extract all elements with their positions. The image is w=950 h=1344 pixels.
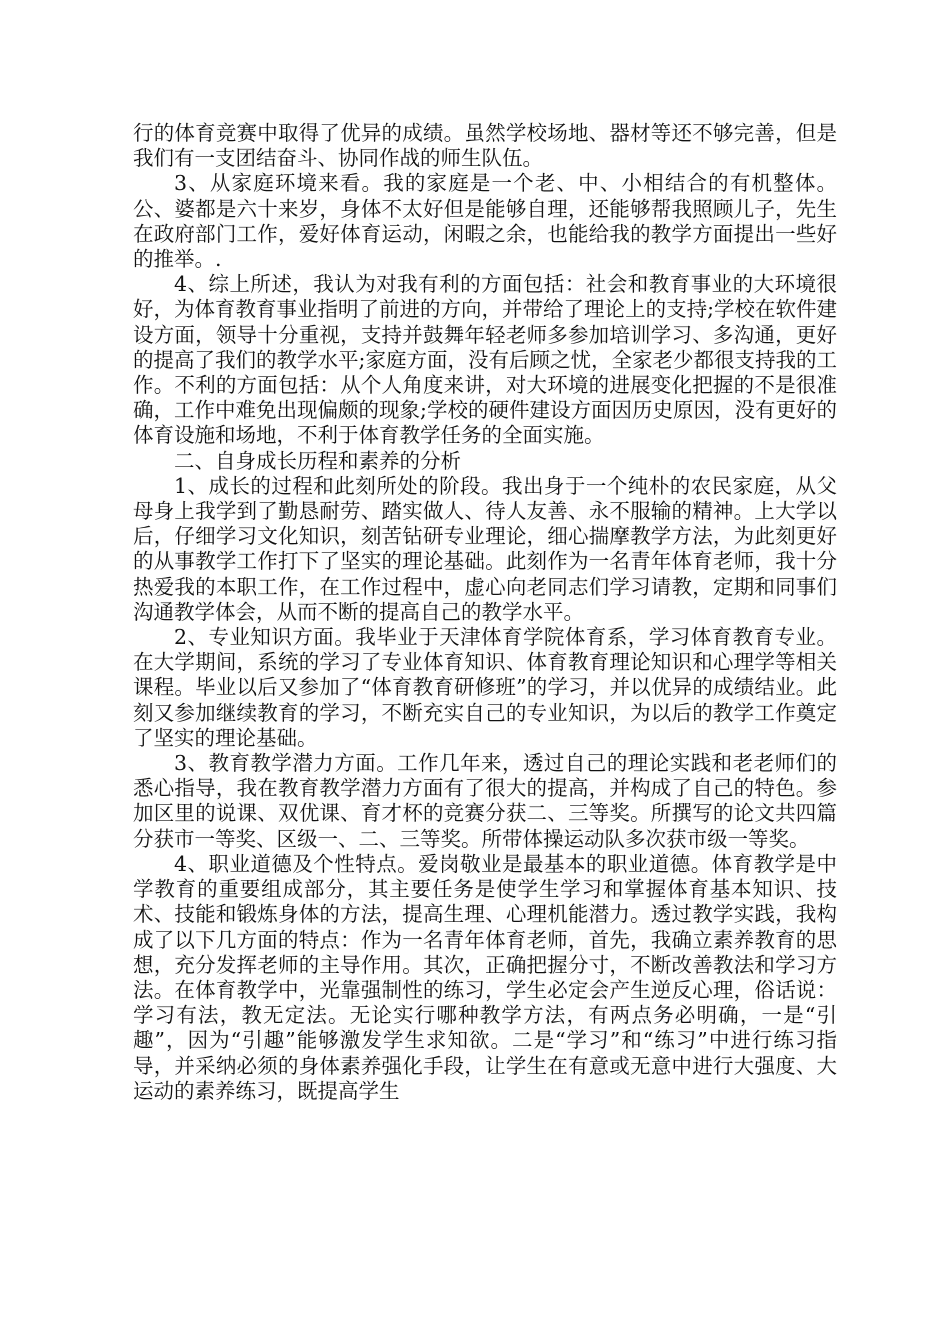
paragraph-growth: 1、成长的过程和此刻所处的阶段。我出身于一个纯朴的农民家庭，从父母身上我学到了勤恳耐劳、踏实做人、待人友善、永不服输的精神。上大学以后，仔细学习文化知识，刻苦钻研专业理论，细心揣摩教学方法，为此刻更好的从事教学工作打下了坚实的理论基础。此刻作为一名青年体育老师，我十分热爱我的本职工作，在工作过程中，虚心向老同志们学习请教，定期和同事们沟通教学体会，从而不断的提高自己的教学水平。 [133, 473, 837, 624]
section-heading: 二、自身成长历程和素养的分析 [174, 448, 461, 473]
paragraph-family-environment: 3、从家庭环境来看。我的家庭是一个老、中、小相结合的有机整体。公、婆都是六十来岁，身体不太好但是能够自理，还能够帮我照顾儿子，先生在政府部门工作，爱好体育运动，闲暇之余，也能给我的教学方面提出一些好的推举。. [133, 171, 837, 272]
document-page [133, 121, 837, 1104]
paragraph-teaching-ability: 3、教育教学潜力方面。工作几年来，透过自己的理论实践和老老师们的悉心指导，我在教育教学潜力方面有了很大的提高，并构成了自己的特色。参加区里的说课、双优课、育才杯的竞赛分获二、三等奖。所撰写的论文共四篇分获市一等奖、区级一、二、三等奖。所带体操运动队多次获市级一等奖。 [133, 751, 837, 851]
paragraph-professional-ethics: 4、职业道德及个性特点。爱岗敬业是最基本的职业道德。体育教学是中学教育的重要组成部分，其主要任务是使学生学习和掌握体育基本知识、技术、技能和锻炼身体的方法，提高生理、心理机能潜力。透过教学实践，我构成了以下几方面的特点：作为一名青年体育老师，首先，我确立素养教育的思想，充分发挥老师的主导作用。其次，正确把握分寸，不断改善教法和学习方法。在体育教学中，光靠强制性的练习，学生必定会产生逆反心理，俗话说：学习有法，教无定法。无论实行哪种教学方法，有两点务必明确，一是“引趣”，因为“引趣”能够激发学生求知欲。二是“学习”和“练习”中进行练习指导，并采纳必须的身体素养强化手段，让学生在有意或无意中进行大强度、大运动的素养练习，既提高学生 [133, 851, 837, 1103]
paragraph-professional-knowledge: 2、专业知识方面。我毕业于天津体育学院体育系，学习体育教育专业。在大学期间，系统的学习了专业体育知识、体育教育理论知识和心理学等相关课程。毕业以后又参加了“体育教育研修班”的学习，并以优异的成绩结业。此刻又参加继续教育的学习，不断充实自己的专业知识，为以后的教学工作奠定了坚实的理论基础。 [133, 625, 837, 750]
paragraph-summary: 4、综上所述，我认为对我有利的方面包括：社会和教育事业的大环境很好，为体育教育事业指明了前进的方向，并带给了理论上的支持;学校在软件建设方面，领导十分重视，支持并鼓舞年轻老师多参加培训学习、多沟通，更好的提高了我们的教学水平;家庭方面，没有后顾之忧，全家老少都很支持我的工作。不利的方面包括：从个人角度来讲，对大环境的进展变化把握的不是很准确，工作中难免出现偏颇的现象;学校的硬件建设方面因历史原因，没有更好的体育设施和场地，不利于体育教学任务的全面实施。 [133, 272, 837, 448]
paragraph-continued: 行的体育竞赛中取得了优异的成绩。虽然学校场地、器材等还不够完善，但是我们有一支团结奋斗、协同作战的师生队伍。 [133, 121, 837, 171]
